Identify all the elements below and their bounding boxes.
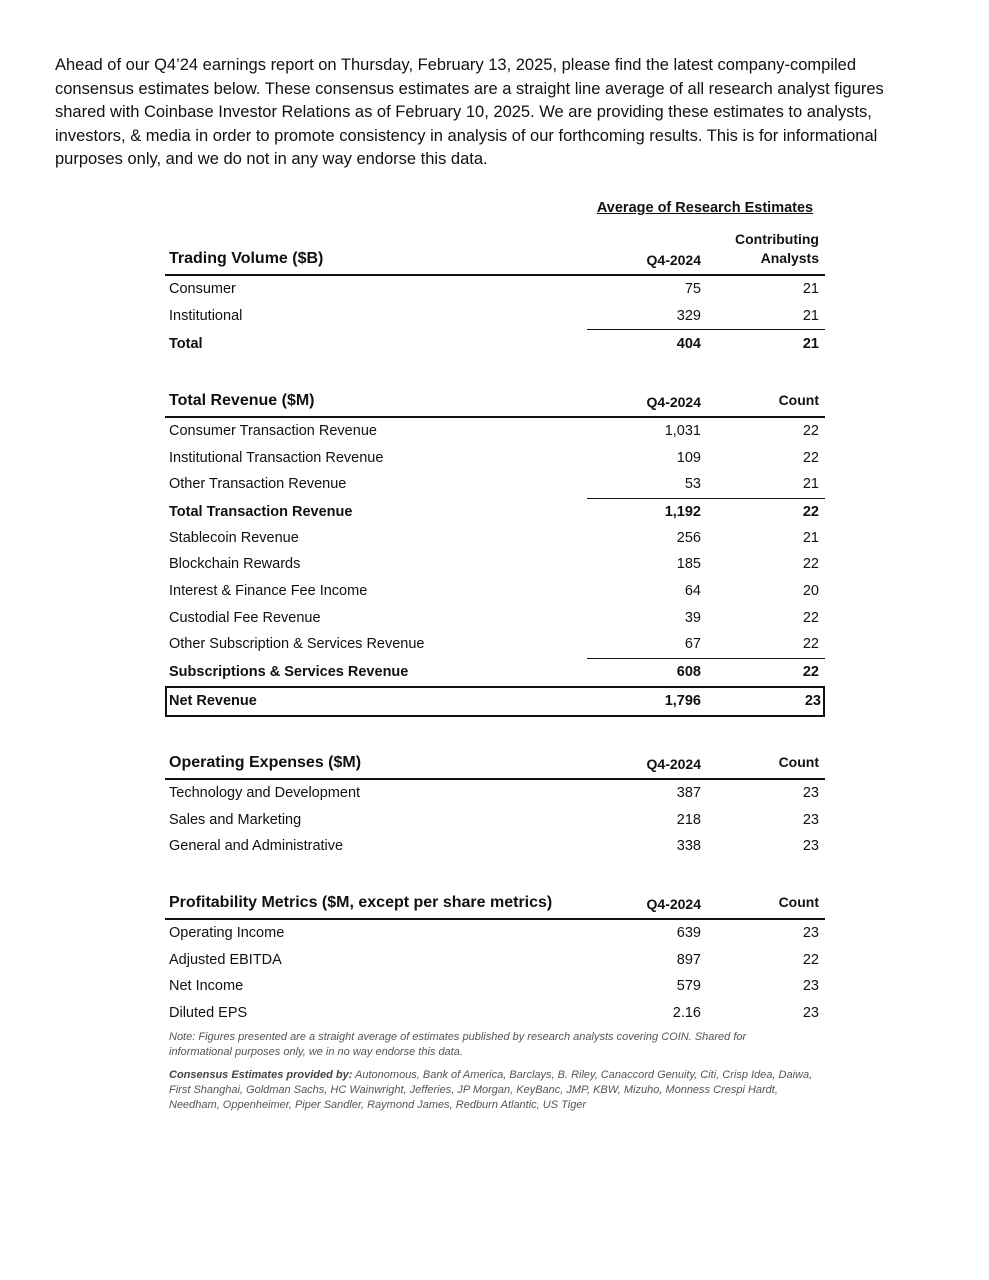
period-column-header: Q4-2024 [646, 896, 701, 912]
row-count: 22 [802, 951, 819, 968]
subtotal-rule [587, 498, 825, 499]
trading-volume-section [165, 222, 825, 357]
row-count: 21 [802, 307, 819, 324]
table-row [165, 471, 825, 498]
row-count: 23 [802, 811, 819, 828]
section-title: Operating Expenses ($M) [169, 754, 362, 771]
row-count: 23 [802, 925, 819, 941]
footnote: Note: Figures presented are a straight average of estimates published by research analysts covering COIN. Shared for informational purposes only, we in no way endorse this data. [169, 1031, 747, 1058]
section-header [165, 878, 825, 920]
table-row [165, 780, 825, 807]
row-count: 22 [802, 663, 819, 680]
table-row [165, 973, 825, 1000]
row-label: General and Administrative [169, 838, 344, 855]
row-estimate: 387 [676, 785, 701, 801]
row-estimate: 329 [676, 307, 701, 324]
operating-expenses-section [165, 738, 825, 860]
section-title: Total Revenue ($M) [169, 392, 315, 409]
table-row [165, 276, 825, 303]
row-label: Custodial Fee Revenue [169, 609, 321, 626]
row-count: 22 [802, 423, 819, 439]
row-label: Other Transaction Revenue [169, 476, 347, 493]
row-label: Institutional Transaction Revenue [169, 449, 384, 466]
row-estimate: 579 [676, 978, 701, 995]
period-column-header: Q4-2024 [646, 394, 701, 410]
analysts-column-header: Contributing Analysts [735, 231, 819, 266]
row-estimate: 39 [684, 609, 701, 626]
row-count: 22 [802, 636, 819, 653]
providers-list: Autonomous, Bank of America, Barclays, B. Riley, Canaccord Genuity, Citi, Crisp Idea, Daiwa, First Shanghai, Goldman Sachs, HC Wainwright, Jefferies, JP Morgan, KeyBanc, JMP, KBW, Mizuho, Monness Crespi Hardt, Needham, Oppenheimer, Piper Sandler, Raymond James, Redburn Atlantic, US Tiger [169, 1069, 813, 1111]
count-column-header: Count [778, 754, 819, 770]
row-count: 22 [802, 609, 819, 626]
row-estimate: 897 [676, 951, 701, 968]
row-count: 23 [802, 838, 819, 855]
row-label: Operating Income [169, 925, 285, 941]
row-estimate: 404 [676, 336, 701, 353]
row-estimate: 2.16 [672, 1004, 701, 1021]
intro-paragraph: Ahead of our Q4’24 earnings report on Thursday, February 13, 2025, please find the latest company-compiled consensus estimates below. These consensus estimates are a straight line average of all research analyst figures shared with Coinbase Investor Relations as of February 10, 2025. We are providing these estimates to analysts, investors, & media in order to promote consistency in analysis of our forthcoming results. This is for informational purposes only, and we do not in any way endorse this data. [55, 56, 884, 168]
row-count: 21 [802, 281, 819, 297]
table-row [165, 578, 825, 605]
row-estimate: 1,796 [664, 692, 701, 709]
row-estimate: 185 [676, 556, 701, 573]
section-header [165, 738, 825, 780]
row-label: Consumer Transaction Revenue [169, 423, 377, 439]
row-label: Diluted EPS [169, 1004, 248, 1021]
row-estimate: 53 [684, 476, 701, 493]
table-row [165, 631, 825, 658]
row-label: Subscriptions & Services Revenue [169, 663, 409, 680]
row-estimate: 67 [684, 636, 701, 653]
row-count: 22 [802, 449, 819, 466]
period-column-header: Q4-2024 [646, 252, 701, 268]
table-row [165, 445, 825, 472]
total-row [165, 329, 825, 357]
row-estimate: 639 [676, 925, 701, 941]
row-count: 22 [802, 556, 819, 573]
subtotal-rule [587, 658, 825, 659]
period-column-header: Q4-2024 [646, 756, 701, 772]
providers-label: Consensus Estimates provided by: [169, 1069, 353, 1081]
section-header [165, 376, 825, 418]
section-title: Trading Volume ($B) [169, 250, 324, 267]
table-row [165, 1000, 825, 1027]
row-count: 21 [802, 476, 819, 493]
table-row [165, 947, 825, 974]
row-label: Stablecoin Revenue [169, 529, 299, 546]
count-column-header: Count [778, 392, 819, 408]
row-label: Sales and Marketing [169, 811, 302, 828]
row-count: 23 [802, 978, 819, 995]
total-row [165, 498, 825, 525]
total-row [165, 658, 825, 685]
subtotal-rule [587, 329, 825, 330]
row-count: 22 [802, 503, 819, 520]
total-revenue-section [165, 376, 825, 717]
table-row [165, 525, 825, 552]
row-label: Consumer [169, 281, 236, 297]
row-count: 23 [802, 785, 819, 801]
table-row [165, 418, 825, 445]
average-estimates-header: Average of Research Estimates [596, 200, 814, 216]
row-label: Other Subscription & Services Revenue [169, 636, 425, 653]
row-count: 23 [802, 1004, 819, 1021]
table-row [165, 920, 825, 947]
row-label: Interest & Finance Fee Income [169, 582, 368, 599]
table-row [165, 833, 825, 860]
row-label: Technology and Development [169, 785, 361, 801]
count-column-header: Count [778, 894, 819, 910]
row-estimate: 218 [676, 811, 701, 828]
row-estimate: 1,192 [664, 503, 701, 520]
row-estimate: 256 [676, 529, 701, 546]
row-label: Blockchain Rewards [169, 556, 301, 573]
row-count: 21 [802, 336, 819, 353]
row-count: 21 [802, 529, 819, 546]
row-estimate: 75 [684, 281, 701, 297]
row-label: Total Transaction Revenue [169, 503, 353, 520]
row-label: Institutional [169, 307, 243, 324]
row-label: Total [169, 336, 203, 353]
row-count: 20 [802, 582, 819, 599]
row-estimate: 64 [684, 582, 701, 599]
table-row [165, 807, 825, 834]
row-count: 23 [804, 692, 821, 709]
table-row [165, 605, 825, 632]
table-row [165, 551, 825, 578]
row-label: Adjusted EBITDA [169, 951, 282, 968]
row-estimate: 1,031 [664, 423, 701, 439]
table-row [165, 303, 825, 330]
providers-note [169, 1068, 819, 1113]
section-header [165, 222, 825, 276]
row-estimate: 338 [676, 838, 701, 855]
row-label: Net Income [169, 978, 244, 995]
net-revenue-row [165, 686, 825, 717]
row-estimate: 109 [676, 449, 701, 466]
row-label: Net Revenue [169, 692, 257, 709]
row-estimate: 608 [676, 663, 701, 680]
section-title: Profitability Metrics ($M, except per share metrics) [169, 894, 553, 911]
profitability-section [165, 878, 825, 1026]
